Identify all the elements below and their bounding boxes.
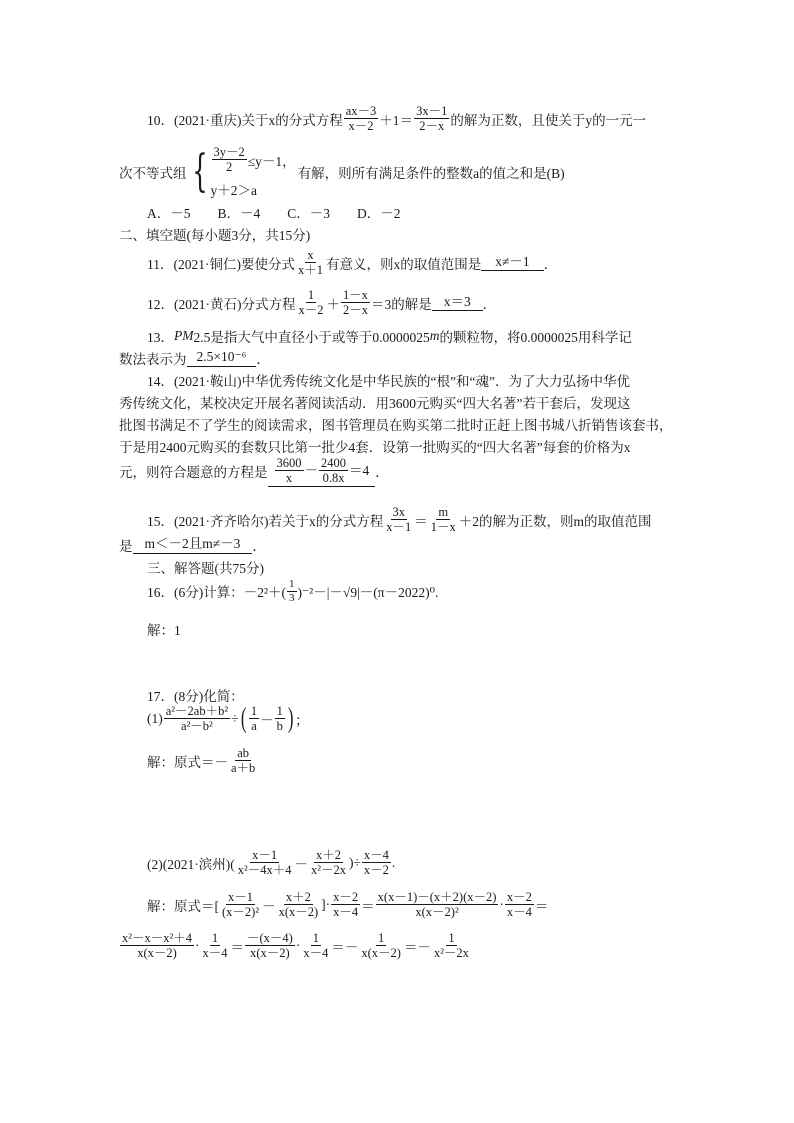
- fraction: $\frac{1}{x-4}$: [202, 931, 228, 961]
- question-15-line-1: 15．(2021·齐齐哈尔)若关于x的分式方程 $\frac{3x}{x-1}$ ＝ $\frac{m}{1-x}$ ＋2的解为正数，则m的取值范围: [147, 505, 652, 535]
- fraction: $\frac{3x}{x-1}$: [386, 505, 412, 535]
- question-10-line-1: 10．(2021·重庆)关于x的分式方程 $\frac{ax-3}{x-2}$ ＋1＝ $\frac{3x-1}{2-x}$ 的解为正数，且使关于y的一元一: [147, 104, 647, 134]
- question-12: 12．(2021·黄石)分式方程 $\frac{1}{x-2}$ ＋ $\frac{1-x}{2-x}$ ＝3的解是 x＝3 ．: [147, 288, 497, 318]
- answer-blank: x≠－1: [481, 254, 543, 271]
- fraction: $\frac{x-2}{x-4}$: [333, 890, 359, 920]
- fraction: $\frac{3x-1}{2-x}$: [416, 104, 448, 134]
- fraction: $\frac{2400}{0.8x}$: [321, 456, 346, 486]
- question-14-line-4: 于是用2400元购买的套数只比第一批少4套．设第一批购买的“四大名著”每套的价格为x: [119, 440, 631, 455]
- fraction: $\frac{x+2}{x(x-2)}$: [278, 890, 319, 920]
- question-10-options: A．－5 B．－4 C．－3 D．－2: [147, 206, 401, 221]
- question-15-line-2: 是 m＜－2且m≠－3 ．: [119, 536, 266, 554]
- fraction: $\frac{1}{b}$: [276, 704, 283, 734]
- inequality-system: { $\frac{3y-2}{2}$ ≤y－1， y＋2＞a: [191, 145, 296, 198]
- fraction: $\frac{\text{x²－x－x²＋4}}{x(x-2)}$: [122, 931, 192, 961]
- question-11: 11．(2021·铜仁)要使分式 $\frac{x}{x+1}$ 有意义，则x的取值范围是 x≠－1 ．: [147, 248, 558, 278]
- fraction: $\frac{1-x}{2-x}$: [343, 288, 369, 318]
- fraction: $\frac{3y-2}{2}$: [213, 145, 245, 175]
- question-17-title: 17．(8分)化简：: [147, 689, 244, 704]
- fraction: $\frac{x}{x+1}$: [298, 248, 324, 278]
- answer-blank: $\frac{3600}{x}$ － $\frac{2400}{0.8x}$ ＝4: [268, 456, 376, 487]
- section-3-heading: 三、解答题(共75分): [147, 561, 264, 576]
- fraction: $\frac{x-1}{\text{(x－2)²}}$: [222, 890, 260, 920]
- answer-blank: m＜－2且m≠－3: [133, 536, 253, 553]
- question-16-solution: 解：1: [147, 623, 181, 638]
- question-17-part-2: (2)(2021·滨州)( $\frac{x-1}{\text{x²－4x＋4}}$ － $\frac{x+2}{\text{x²－2x}}$ )÷ $\frac{x-4}{x-2}$ .: [147, 848, 396, 878]
- fraction: $\frac{1}{3}$: [289, 578, 295, 604]
- fraction: $\frac{1}{\text{x²－2x}}$: [433, 931, 469, 961]
- question-14-line-1: 14．(2021·鞍山)中华优秀传统文化是中华民族的“根”和“魂”．为了大力弘扬中华优: [147, 374, 630, 389]
- fraction: $\frac{x-2}{x-4}$: [506, 890, 532, 920]
- fraction: $\frac{1}{x-4}$: [303, 931, 329, 961]
- question-14-line-2: 秀传统文化，某校决定开展名著阅读活动．用3600元购买“四大名著”若干套后，发现这: [119, 396, 631, 411]
- question-16: 16．(6分)计算：－2²＋( $\frac{1}{3}$ )⁻²－|－√9|－(π－2022)⁰.: [147, 578, 439, 604]
- fraction: $\frac{m}{1-x}$: [430, 505, 456, 535]
- fraction: $\frac{1}{x-2}$: [298, 288, 324, 318]
- fraction: $\frac{ax-3}{x-2}$: [345, 104, 377, 134]
- fraction: $\frac{-(x-4)}{x(x-2)}$: [247, 931, 293, 961]
- answer-blank: 2.5×10⁻⁶: [187, 349, 257, 366]
- question-13-line-2: 数法表示为 2.5×10⁻⁶ ．: [119, 349, 270, 367]
- fraction: $\frac{1}{a}$: [250, 704, 258, 734]
- fraction: $\frac{\text{a²－2ab＋b²}}{\text{a²－b²}}$: [165, 704, 229, 734]
- fraction: $\frac{ab}{a+b}$: [231, 746, 256, 776]
- question-13-line-1: 13． PM 2.5是指大气中直径小于或等于0.0000025 m 的颗粒物，将0.0000025用科学记: [147, 328, 632, 345]
- question-14-line-5: 元，则符合题意的方程是 $\frac{3600}{x}$ － $\frac{2400}{0.8x}$ ＝4 ．: [119, 456, 389, 486]
- answer-blank: x＝3: [432, 294, 483, 311]
- question-14-line-3: 批图书满足不了学生的阅读需求，图书管理员在购买第二批时正赶上图书城八折销售该套书，: [119, 418, 673, 433]
- section-2-heading: 二、填空题(每小题3分，共15分): [119, 228, 311, 243]
- fraction: $\frac{1}{x(x-2)}$: [361, 931, 401, 961]
- fraction: $\frac{x(x-1)-(x+2)(x-2)}{\text{x(x－2)²}}$: [377, 890, 497, 920]
- fraction: $\frac{x+2}{\text{x²－2x}}$: [310, 848, 346, 878]
- fraction: $\frac{x-1}{\text{x²－4x＋4}}$: [237, 848, 292, 878]
- question-17-part-1-solution: 解：原式＝－ $\frac{ab}{a+b}$: [147, 746, 256, 776]
- fraction: $\frac{x-4}{x-2}$: [363, 848, 389, 878]
- question-17-part-2-solution-line-1: 解：原式＝[ $\frac{x-1}{\text{(x－2)²}}$ － $\frac{x+2}{x(x-2)}$ ]· $\frac{x-2}{x-4}$ ＝ $\frac{x(x-1)-(x+2)(x-2)}{\text{x(x－2)²}}$ · $\frac{x-2}{x-4}$ ＝: [147, 890, 549, 920]
- question-10-line-2: 次不等式组 { $\frac{3y-2}{2}$ ≤y－1， y＋2＞a 有解，则所有满足条件的整数a的值之和是(B): [119, 145, 565, 198]
- question-17-part-2-solution-line-2: $\frac{\text{x²－x－x²＋4}}{x(x-2)}$ · $\frac{1}{x-4}$ ＝ $\frac{-(x-4)}{x(x-2)}$ · $\frac{1}{x-4}$ ＝－ $\frac{1}{x(x-2)}$ ＝－ $\frac{1}{\text{x²－2x}}$: [122, 931, 469, 961]
- fraction: $\frac{3600}{x}$: [276, 456, 302, 486]
- question-17-part-1: (1) $\frac{\text{a²－2ab＋b²}}{\text{a²－b²}}$ ÷ ( $\frac{1}{a}$ － $\frac{1}{b}$ ) ；: [147, 702, 309, 734]
